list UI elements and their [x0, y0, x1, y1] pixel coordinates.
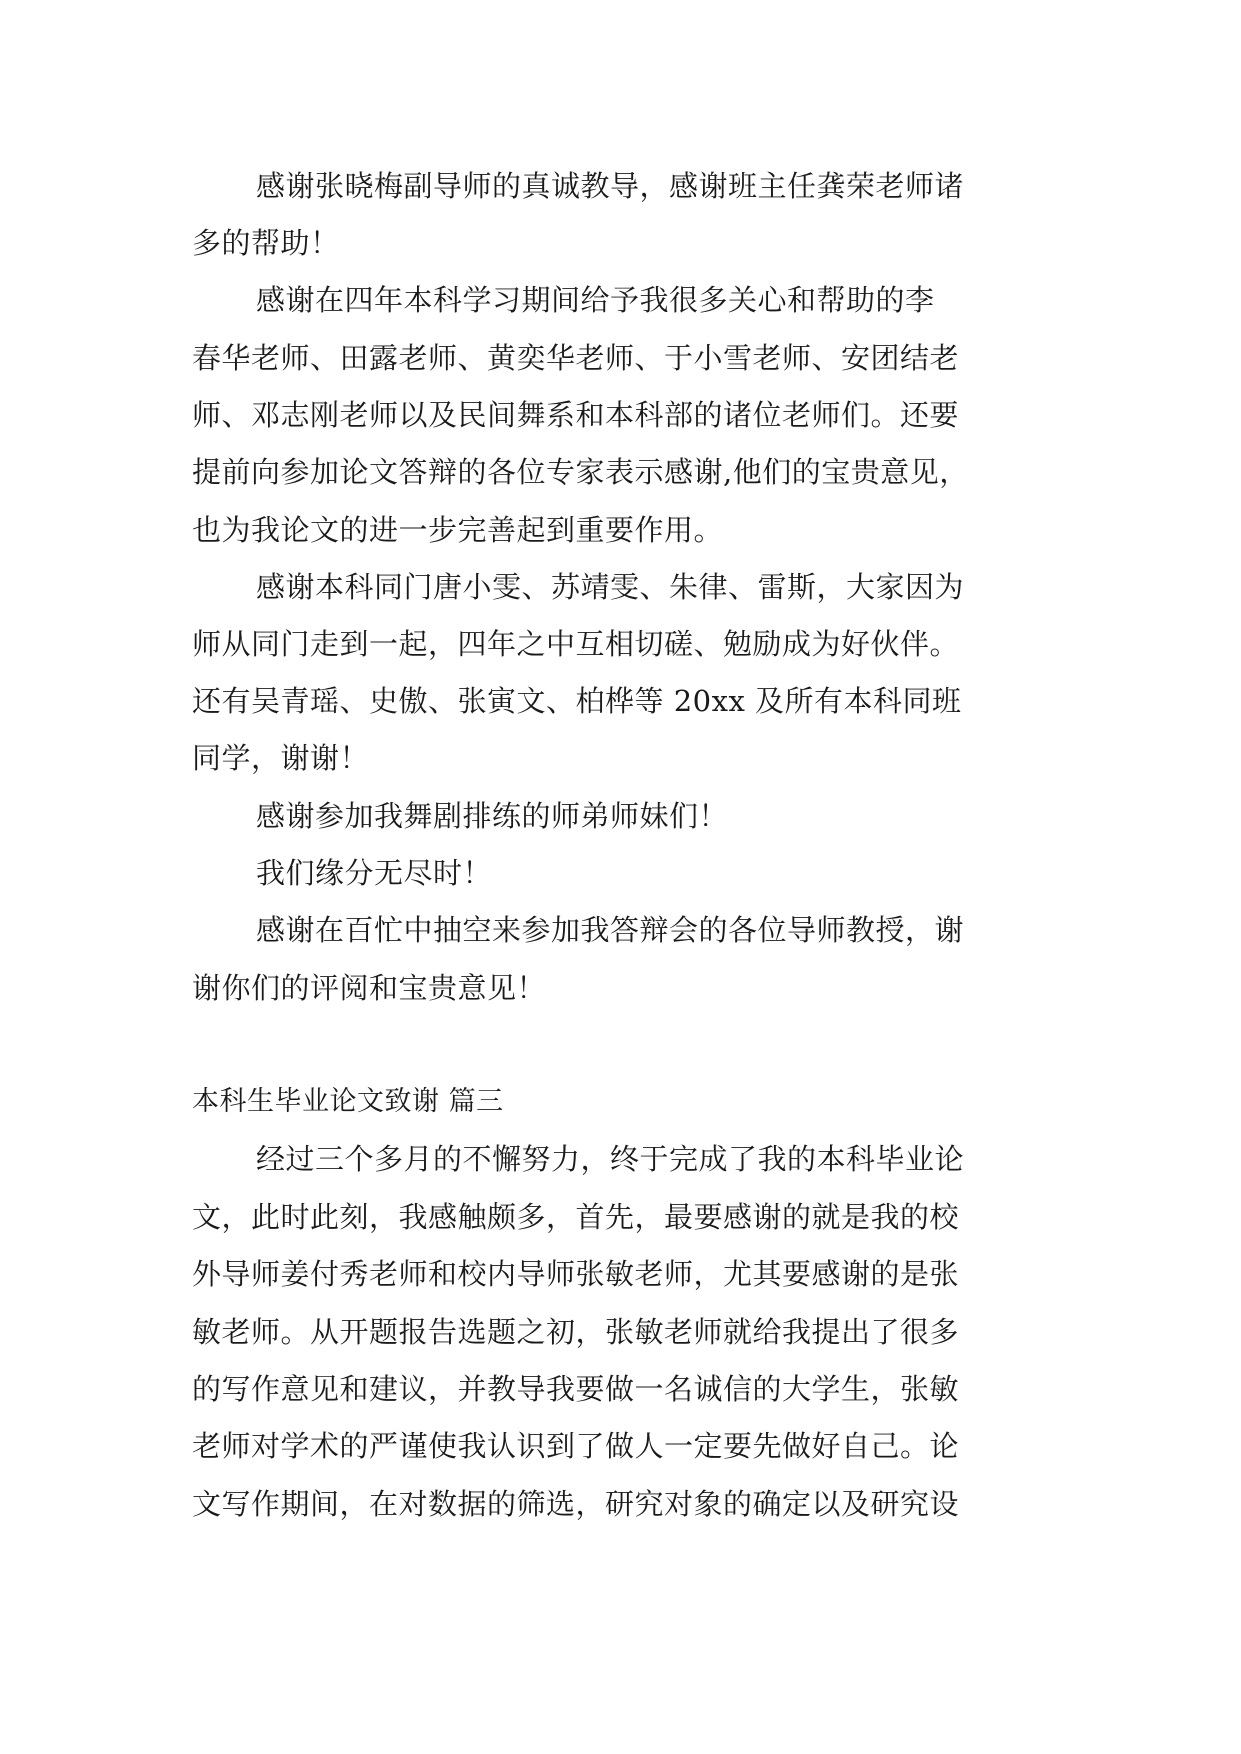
paragraph-line: 同学，谢谢！: [192, 741, 370, 775]
paragraph-line: 文写作期间，在对数据的筛选，研究对象的确定以及研究设: [192, 1487, 960, 1521]
section-heading: 本科生毕业论文致谢 篇三: [192, 1086, 504, 1117]
paragraph-line: 提前向参加论文答辩的各位专家表示感谢,他们的宝贵意见，: [192, 455, 969, 489]
paragraph-line: 多的帮助！: [192, 226, 340, 260]
paragraph-line: 师、邓志刚老师以及民间舞系和本科部的诸位老师们。还要: [192, 398, 960, 432]
paragraph-line: 还有吴青瑶、史傲、张寅文、柏桦等 20xx 及所有本科同班: [192, 684, 962, 718]
paragraph-line: 的写作意见和建议，并教导我要做一名诚信的大学生，张敏: [192, 1372, 960, 1406]
paragraph-line: 感谢在四年本科学习期间给予我很多关心和帮助的李: [256, 283, 935, 317]
paragraph-line: 外导师姜付秀老师和校内导师张敏老师，尤其要感谢的是张: [192, 1257, 960, 1291]
paragraph-line: 感谢本科同门唐小雯、苏靖雯、朱律、雷斯，大家因为: [256, 570, 965, 604]
paragraph-line: 经过三个多月的不懈努力，终于完成了我的本科毕业论: [256, 1142, 965, 1176]
paragraph-line: 感谢张晓梅副导师的真诚教导，感谢班主任龚荣老师诸: [256, 169, 965, 203]
paragraph-line: 敏老师。从开题报告选题之初，张敏老师就给我提出了很多: [192, 1315, 960, 1349]
paragraph-line: 春华老师、田露老师、黄奕华老师、于小雪老师、安团结老: [192, 341, 960, 375]
paragraph-line: 师从同门走到一起，四年之中互相切磋、勉励成为好伙伴。: [192, 627, 960, 661]
paragraph-line: 我们缘分无尽时！: [256, 856, 493, 890]
paragraph-line: 感谢在百忙中抽空来参加我答辩会的各位导师教授，谢: [256, 913, 965, 947]
paragraph-line: 文，此时此刻，我感触颇多，首先，最要感谢的就是我的校: [192, 1200, 960, 1234]
paragraph-line: 老师对学术的严谨使我认识到了做人一定要先做好自己。论: [192, 1429, 960, 1463]
paragraph-line: 也为我论文的进一步完善起到重要作用。: [192, 513, 724, 547]
paragraph-line: 感谢参加我舞剧排练的师弟师妹们！: [256, 799, 729, 833]
paragraph-line: 谢你们的评阅和宝贵意见！: [192, 971, 547, 1005]
